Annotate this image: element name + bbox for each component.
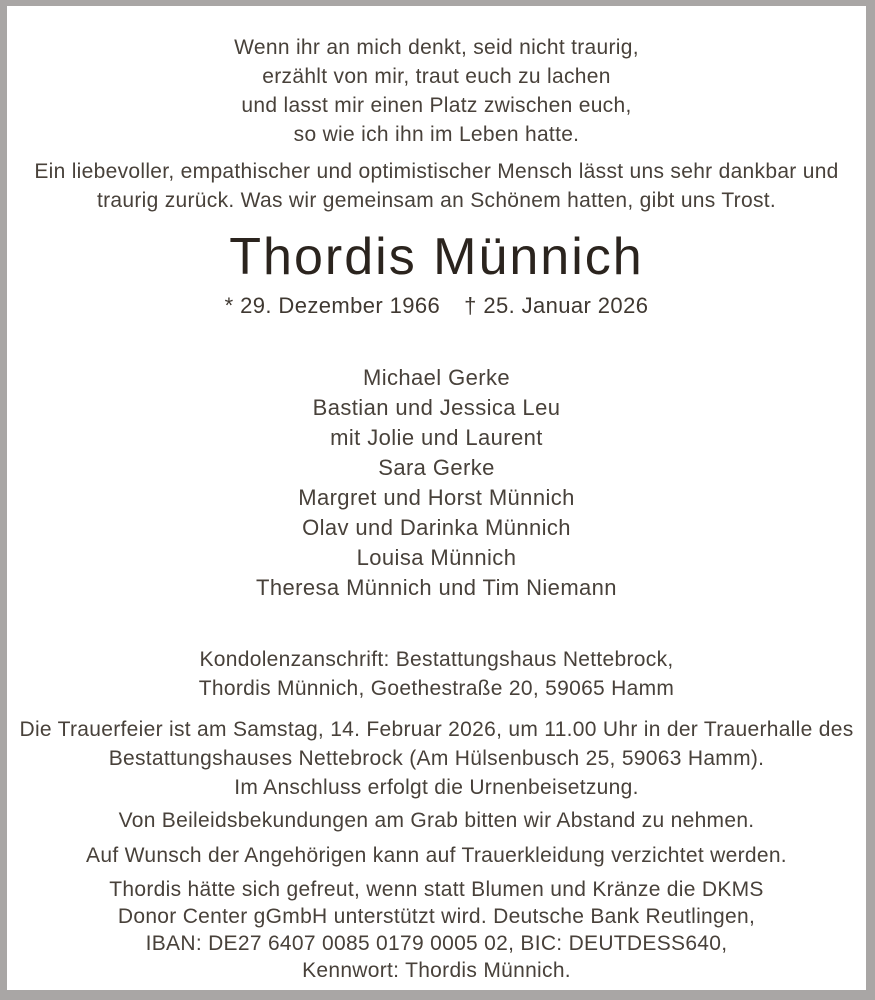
mourner-name: Theresa Münnich und Tim Niemann: [256, 575, 617, 600]
death-date: † 25. Januar 2026: [464, 293, 649, 318]
grave-condolence-note: Von Beileidsbekundungen am Grab bitten wir Abstand zu nehmen.: [118, 809, 755, 832]
condolence-address: [7, 645, 866, 703]
poem-line: erzählt von mir, traut euch zu lachen: [262, 65, 611, 88]
donation-line: Kennwort: Thordis Münnich.: [302, 959, 571, 982]
funeral-info-line: Bestattungshauses Nettebrock (Am Hülsenbusch 25, 59063 Hamm).: [108, 747, 765, 770]
donation-line: IBAN: DE27 6407 0085 0179 0005 02, BIC: DEUTDESS640,: [145, 932, 728, 955]
life-dates: [7, 293, 866, 319]
obituary-content: [7, 6, 866, 984]
mourner-name: Bastian und Jessica Leu: [312, 395, 561, 420]
tribute-line: traurig zurück. Was wir gemeinsam an Schönem hatten, gibt uns Trost.: [96, 189, 777, 212]
mourner-name: Michael Gerke: [362, 365, 511, 390]
tribute-line: Ein liebevoller, empathischer und optimistischer Mensch lässt uns sehr dankbar und: [34, 160, 839, 183]
poem-line: so wie ich ihn im Leben hatte.: [293, 123, 580, 146]
tribute-paragraph: [7, 157, 866, 215]
funeral-service-info: [7, 715, 866, 802]
condolence-address-line: Thordis Münnich, Goethestraße 20, 59065 Hamm: [198, 677, 675, 700]
mourner-name: Olav und Darinka Münnich: [302, 515, 571, 540]
deceased-name: Thordis Münnich: [229, 228, 644, 286]
memorial-poem: [7, 33, 866, 149]
mourning-attire-note: Auf Wunsch der Angehörigen kann auf Trauerkleidung verzichtet werden.: [86, 844, 787, 867]
funeral-info-line: Die Trauerfeier ist am Samstag, 14. Februar 2026, um 11.00 Uhr in der Trauerhalle des: [19, 718, 854, 741]
poem-line: Wenn ihr an mich denkt, seid nicht traurig,: [234, 36, 639, 59]
mourner-name: mit Jolie und Laurent: [330, 425, 543, 450]
donation-request: [7, 876, 866, 984]
poem-line: und lasst mir einen Platz zwischen euch,: [241, 94, 632, 117]
condolence-address-line: Kondolenzanschrift: Bestattungshaus Nettebrock,: [199, 648, 674, 671]
mourners-list: [7, 363, 866, 603]
donation-line: Thordis hätte sich gefreut, wenn statt Blumen und Kränze die DKMS: [109, 878, 764, 901]
birth-date: * 29. Dezember 1966: [224, 293, 441, 318]
mourner-name: Louisa Münnich: [356, 545, 517, 570]
mourner-name: Margret und Horst Münnich: [298, 485, 575, 510]
donation-line: Donor Center gGmbH unterstützt wird. Deutsche Bank Reutlingen,: [117, 905, 756, 928]
funeral-info-line: Im Anschluss erfolgt die Urnenbeisetzung.: [234, 776, 639, 799]
mourner-name: Sara Gerke: [378, 455, 495, 480]
